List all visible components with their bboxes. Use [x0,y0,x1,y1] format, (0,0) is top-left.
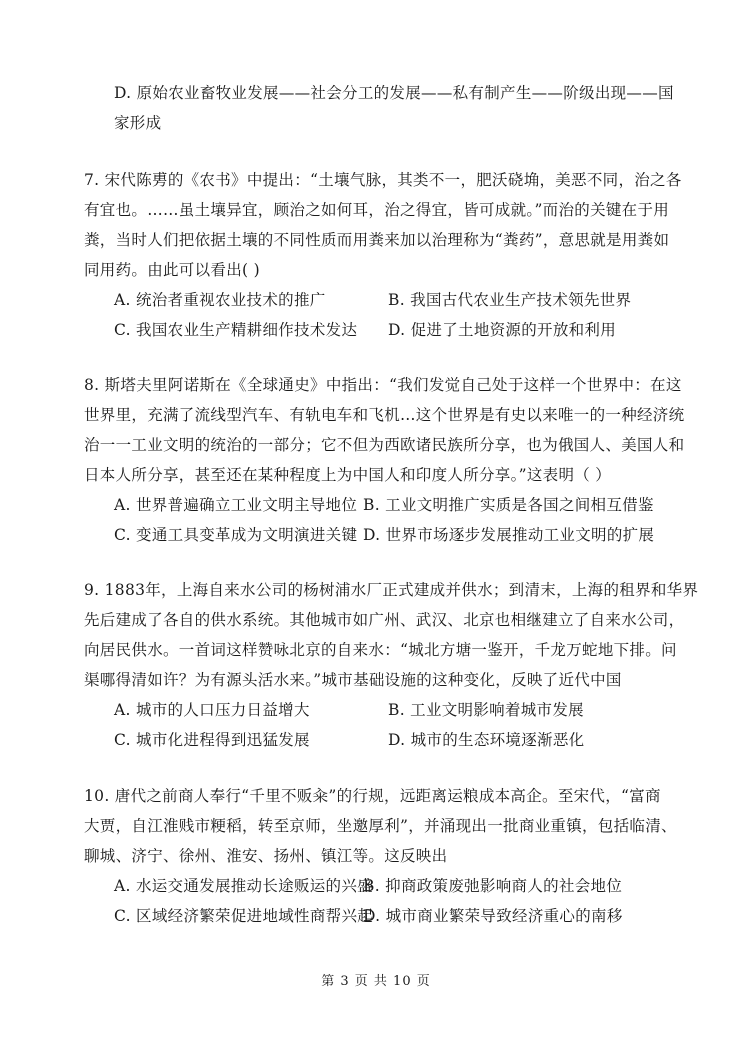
q9-option-b: B. 工业文明影响着城市发展 [388,701,584,719]
q8-option-b: B. 工业文明推广实质是各国之间相互借鉴 [363,496,654,514]
q6-option-d-line2: 家形成 [114,114,162,132]
q9-stem-line3: 向居民供水。一首词这样赞咏北京的自来水：“城北方塘一鉴开，千龙万蛇地下排。问 [84,641,677,659]
q10-option-b: B. 抑商政策废弛影响商人的社会地位 [363,877,623,895]
q7-option-b: B. 我国古代农业生产技术领先世界 [388,291,632,309]
q9-option-d: D. 城市的生态环境逐渐恶化 [388,731,585,749]
q8-option-d: D. 世界市场逐步发展推动工业文明的扩展 [363,526,655,544]
q9-option-a: A. 城市的人口压力日益增大 [114,701,310,719]
q9-stem-line1: 9. 1883年，上海自来水公司的杨树浦水厂正式建成并供水；到清末，上海的租界和华界 [84,581,699,599]
q8-option-c: C. 变通工具变革成为文明演进关键 [114,526,358,544]
q7-stem-line1: 7. 宋代陈旉的《农书》中提出：“土壤气脉，其类不一，肥沃硗埆，美恶不同，治之各 [84,171,682,189]
q7-option-d: D. 促进了土地资源的开放和利用 [388,321,617,339]
q6-option-d-line1: D. 原始农业畜牧业发展——社会分工的发展——私有制产生——阶级出现——国 [114,84,674,102]
q10-option-d: D. 城市商业繁荣导致经济重心的南移 [363,907,623,925]
q7-stem-line4: 同用药。由此可以看出( ) [84,261,260,279]
q10-option-a: A. 水运交通发展推动长途贩运的兴盛 [114,877,373,895]
q10-option-c: C. 区域经济繁荣促进地域性商帮兴起 [114,907,374,925]
q10-stem-line3: 聊城、济宁、徐州、淮安、扬州、镇江等。这反映出 [84,847,448,865]
q8-stem-line2: 世界里，充满了流线型汽车、有轨电车和飞机…这个世界是有史以来唯一的一种经济统 [84,406,685,424]
q9-stem-line4: 渠哪得清如许？为有源头活水来。”城市基础设施的这种变化，反映了近代中国 [84,671,622,689]
page-number-footer: 第 3 页 共 10 页 [321,974,431,989]
q8-option-a: A. 世界普遍确立工业文明主导地位 [114,496,358,514]
q8-stem-line1: 8. 斯塔夫里阿诺斯在《全球通史》中指出：“我们发觉自己处于这样一个世界中：在这 [84,376,682,394]
q7-option-c: C. 我国农业生产精耕细作技术发达 [114,321,358,339]
q9-option-c: C. 城市化进程得到迅猛发展 [114,731,310,749]
q9-stem-line2: 先后建成了各自的供水系统。其他城市如广州、武汉、北京也相继建立了自来水公司， [84,611,685,629]
q10-stem-line2: 大贾，自江淮贱市粳稻，转至京师，坐邀厚利”，并涌现出一批商业重镇，包括临清、 [84,817,677,835]
q7-stem-line2: 有宜也。……虽土壤异宜，顾治之如何耳，治之得宜，皆可成就。”而治的关键在于用 [84,201,670,219]
q7-option-a: A. 统治者重视农业技术的推广 [114,291,326,309]
q10-stem-line1: 10. 唐代之前商人奉行“千里不贩籴”的行规，远距离运粮成本高企。至宋代，“富商 [84,787,661,805]
q8-stem-line4: 日本人所分享，甚至还在某种程度上为中国人和印度人所分享。”这表明（ ） [84,466,612,484]
q8-stem-line3: 治一一工业文明的统治的一部分；它不但为西欧诸民族所分享，也为俄国人、美国人和 [84,436,685,454]
q7-stem-line3: 粪，当时人们把依据土壤的不同性质而用粪来加以治理称为“粪药”，意思就是用粪如 [84,231,670,249]
